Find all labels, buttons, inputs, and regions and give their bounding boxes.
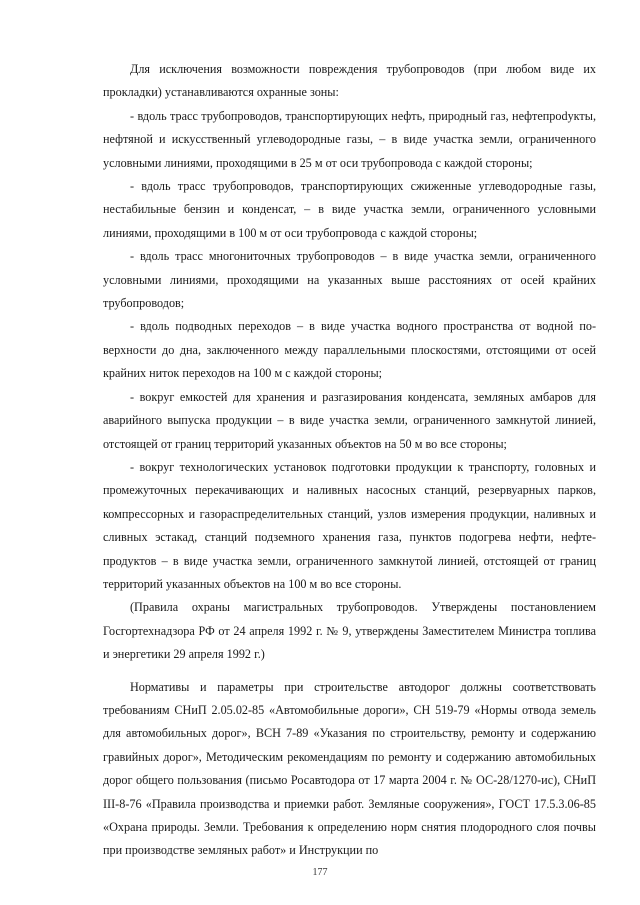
underwater-crossings-paragraph: - вдоль подводных переходов – в виде участка водного пространства от водной поверхности до дна, заключенного между параллельными плоскостями, отстоящими от осей крайних ниток переходов на 100 м с каждой стороны; (103, 319, 596, 381)
liquefied-gas-pipelines-paragraph: - вдоль трасс трубопроводов, транспортирующих сжиженные углеводородные газы, нестабильные бензин и конденсат, – в виде участка земли, ограниченного условными линиями, проходящими в 100 м от оси трубопровода с каждой стороны; (103, 179, 596, 240)
document-page (103, 58, 596, 863)
technological-installations-paragraph: - вокруг технологических установок подготовки продукции к транспорту, головных и промежуточных перекачивающих и наливных насосных станций, резервуарных парков, компрессорных и газораспределительных станций, узлов измерения продукции, наливных и сливных эстакад, станций подземного хранения газа, пунктов подогрева нефти, нефтепродуктов – в виде участка земли, ограниченного замкнутой линией, отстоящей от границ территорий указанных объектов на 100 м во все стороны. (103, 459, 596, 591)
condensate-tanks-paragraph: - вокруг емкостей для хранения и разгазирования конденсата, земляных амбаров для аварийного выпуска продукции – в виде участка земли, ограниченного замкнутой линией, отстоящей от границ территорий указанных объектов на 50 м во все стороны; (103, 389, 596, 451)
road-construction-paragraph: Нормативы и параметры при строительстве автодорог должны соответствовать требованиям СНиП 2.05.02-85 «Автомобильные дороги», СН 519-79 «Нормы отвода земель для автомобильных дорог», ВСН 7-89 «Указания по строительству, ремонту и содержанию гравийных дорог», Методическим рекомендациям по ремонту и содержанию автомобильных дорог общего пользования (письмо Росавтодора от 17 марта 2004 г. № ОС-28/1270-ис), СНиП III-8-76 «Правила производства и приемки работ. Земляные сооружения», ГОСТ 17.5.3.06-85 «Охрана природы. Земли. Требования к определению норм снятия плодородного слоя почвы при производстве земляных работ» и Инструкции по (103, 679, 596, 858)
page-number: 177 (312, 867, 328, 878)
oil-gas-pipelines-paragraph: - вдоль трасс трубопроводов, транспортирующих нефть, природный газ, нефтепроdукты, нефтяной и искусственный углеводородные газы, – в виде участка земли, ограниченного условными линиями, проходящими в 25 м от оси трубопровода с каждой стороны; (103, 108, 596, 170)
legal-reference-paragraph: (Правила охраны магистральных трубопроводов. Утверждены постановлением Госгортехнадзора РФ от 24 апреля 1992 г. № 9, утверждены Заместителем Министра топлива и энергетики 29 апреля 1992 г.) (103, 600, 596, 662)
intro-paragraph: Для исключения возможности повреждения трубопроводов (при любом виде их прокладки) устанавливаются охранные зоны: (103, 62, 596, 100)
multi-line-pipelines-paragraph: - вдоль трасс многониточных трубопроводов – в виде участка земли, ограниченного условными линиями, проходящими на указанных выше расстояниях от осей крайних трубопроводов; (103, 249, 596, 311)
